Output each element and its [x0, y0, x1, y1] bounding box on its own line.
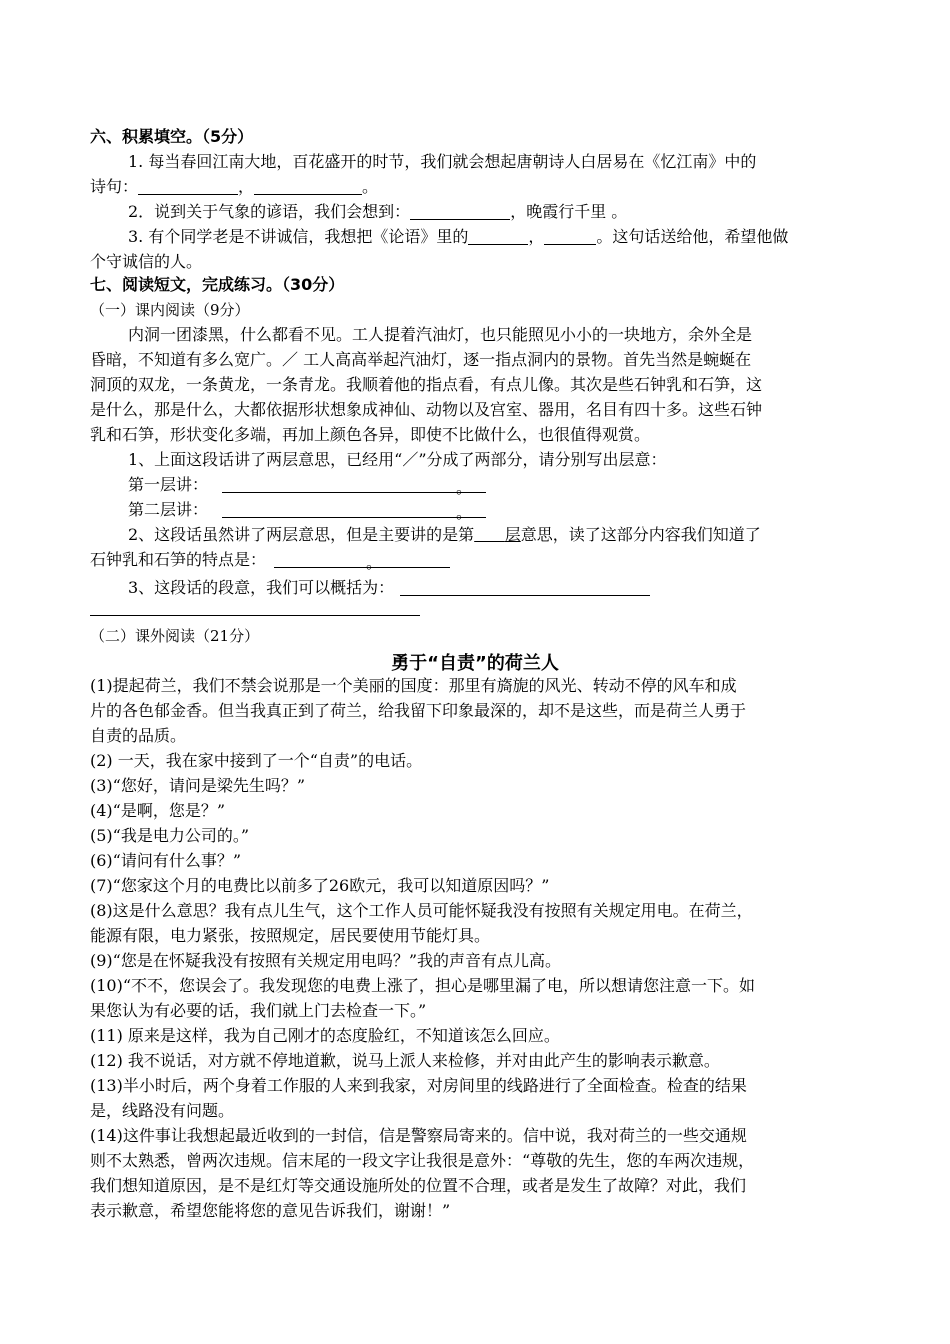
article-line: 自责的品质。 [90, 726, 187, 745]
article-line: (12) 我不说话，对方就不停地道歉，说马上派人来检修，并对由此产生的影响表示歉意。 [90, 1051, 720, 1070]
answer-line[interactable] [90, 615, 420, 616]
article-line: (2) 一天，我在家中接到了一个“自责”的电话。 [90, 751, 423, 770]
answer-blank[interactable] [222, 476, 486, 497]
q6-3-line-b: 个守诚信的人。 [90, 252, 203, 271]
article-line: 则不太熟悉，曾两次违规。信末尾的一段文字让我很是意外：“尊敬的先生，您的车两次违规， [90, 1151, 755, 1170]
q6-3-line-a [128, 225, 788, 249]
answer-blank[interactable] [544, 228, 596, 245]
article-line: (10)“不不，您误会了。我发现您的电费上涨了，担心是哪里漏了电，所以想请您注意一下。如 [90, 976, 756, 995]
q6-1-line-b [90, 175, 378, 199]
q7-2-line-a [128, 523, 761, 547]
q6-2-suffix: ，晚霞行千里 。 [510, 202, 628, 221]
q7-2-blank[interactable] [474, 525, 521, 544]
article-line: (6)“请问有什么事？” [90, 851, 242, 870]
passage-line: 昏暗，不知道有多么宽广。／ 工人高高举起汽油灯，逐一指点洞内的景物。首先当然是蜿蜒在 [90, 350, 752, 369]
article-line: 能源有限，电力紧张，按照规定，居民要使用节能灯具。 [90, 926, 491, 945]
q6-3-prefix: 3. 有个同学老是不讲诚信，我想把《论语》里的 [128, 227, 469, 246]
article-line: 片的各色郁金香。但当我真正到了荷兰，给我留下印象最深的，却不是这些，而是荷兰人勇于 [90, 701, 747, 720]
article-line: 我们想知道原因，是不是红灯等交通设施所处的位置不合理，或者是发生了故障？对此，我们 [90, 1176, 747, 1195]
layer-1-label: 第一层讲： [128, 475, 209, 494]
period: 。 [456, 478, 473, 497]
answer-blank[interactable] [222, 501, 486, 522]
layer-2-line [128, 498, 486, 522]
article-line: (4)“是啊，您是？” [90, 801, 226, 820]
q7-3-prompt: 3、这段话的段意，我们可以概括为： [128, 578, 395, 597]
q7-2-suffix: 意思，读了这部分内容我们知道了 [520, 525, 761, 544]
q6-2-prefix: 2．说到关于气象的谚语，我们会想到： [128, 202, 411, 221]
q7-2-b-text: 石钟乳和石笋的特点是： [90, 550, 267, 569]
passage-line: 乳和石笋，形状变化多端，再加上颜色各异，即使不比做什么，也很值得观赏。 [90, 425, 651, 444]
q7-2-blank-text: 层 [504, 525, 521, 544]
answer-blank[interactable] [410, 203, 510, 220]
q6-1-prefix: 诗句： [90, 177, 139, 196]
article-line: (1)提起荷兰，我们不禁会说那是一个美丽的国度：那里有旖旎的风光、转动不停的风车和成 [90, 676, 737, 695]
q6-3-suffix: 。这句话送给他，希望他做 [596, 227, 789, 246]
q7-2-prefix: 2、这段话虽然讲了两层意思，但是主要讲的是第 [128, 525, 475, 544]
q6-2-line [128, 200, 627, 224]
passage-line: 内洞一团漆黑，什么都看不见。工人提着汽油灯，也只能照见小小的一块地方，余外全是 [128, 325, 753, 344]
q7-2-line-b [90, 548, 450, 572]
q6-1-end: 。 [362, 177, 379, 196]
article-line: (3)“您好，请问是梁先生吗？” [90, 776, 306, 795]
article-line: 果您认为有必要的话，我们就上门去检查一下。” [90, 1001, 427, 1020]
answer-blank[interactable] [274, 551, 450, 572]
q7-1-prompt: 1、上面这段话讲了两层意思，已经用“／”分成了两部分，请分别写出层意： [128, 450, 667, 469]
article-line: 是，线路没有问题。 [90, 1101, 235, 1120]
q6-1-line-a: 1. 每当春回江南大地，百花盛开的时节，我们就会想起唐朝诗人白居易在《忆江南》中的 [128, 152, 757, 171]
layer-1-line [128, 473, 486, 497]
passage-line: 是什么，那是什么，大都依据形状想象成神仙、动物以及宫室、器用，名目有四十多。这些石钟 [90, 400, 763, 419]
article-line: (13)半小时后，两个身着工作服的人来到我家，对房间里的线路进行了全面检查。检查的结果 [90, 1076, 747, 1095]
article-line: (9)“您是在怀疑我没有按照有关规定用电吗？”我的声音有点儿高。 [90, 951, 562, 970]
article-line: (5)“我是电力公司的。” [90, 826, 250, 845]
article-line: (8)这是什么意思？我有点儿生气，这个工作人员可能怀疑我没有按照有关规定用电。在荷兰， [90, 901, 753, 920]
q6-3-sep: ， [528, 227, 545, 246]
period: 。 [366, 553, 383, 572]
article-line: (11) 原来是这样，我为自己刚才的态度脸红，不知道该怎么回应。 [90, 1026, 560, 1045]
passage-line: 洞顶的双龙，一条黄龙，一条青龙。我顺着他的指点看，有点儿像。其次是些石钟乳和石笋，这 [90, 375, 763, 394]
section-6-heading: 六、积累填空。（5分） [90, 127, 254, 146]
period: 。 [456, 503, 473, 522]
answer-blank[interactable] [254, 178, 362, 195]
section-7-heading: 七、阅读短文，完成练习。（30分） [90, 275, 345, 294]
article-title: 勇于“自责”的荷兰人 [391, 653, 559, 674]
q6-1-sep: ， [238, 177, 255, 196]
article-line: 表示歉意，希望您能将您的意见告诉我们，谢谢！” [90, 1201, 451, 1220]
part-1-label: （一）课内阅读（9分） [90, 301, 250, 319]
answer-blank[interactable] [468, 228, 528, 245]
layer-2-label: 第二层讲： [128, 500, 209, 519]
answer-blank[interactable] [138, 178, 238, 195]
part-2-label: （二）课外阅读（21分） [90, 627, 260, 645]
answer-blank[interactable] [400, 579, 650, 596]
q7-3-line [128, 576, 650, 600]
article-line: (14)这件事让我想起最近收到的一封信，信是警察局寄来的。信中说，我对荷兰的一些交通规 [90, 1126, 747, 1145]
article-line: (7)“您家这个月的电费比以前多了26欧元，我可以知道原因吗？” [90, 876, 550, 895]
